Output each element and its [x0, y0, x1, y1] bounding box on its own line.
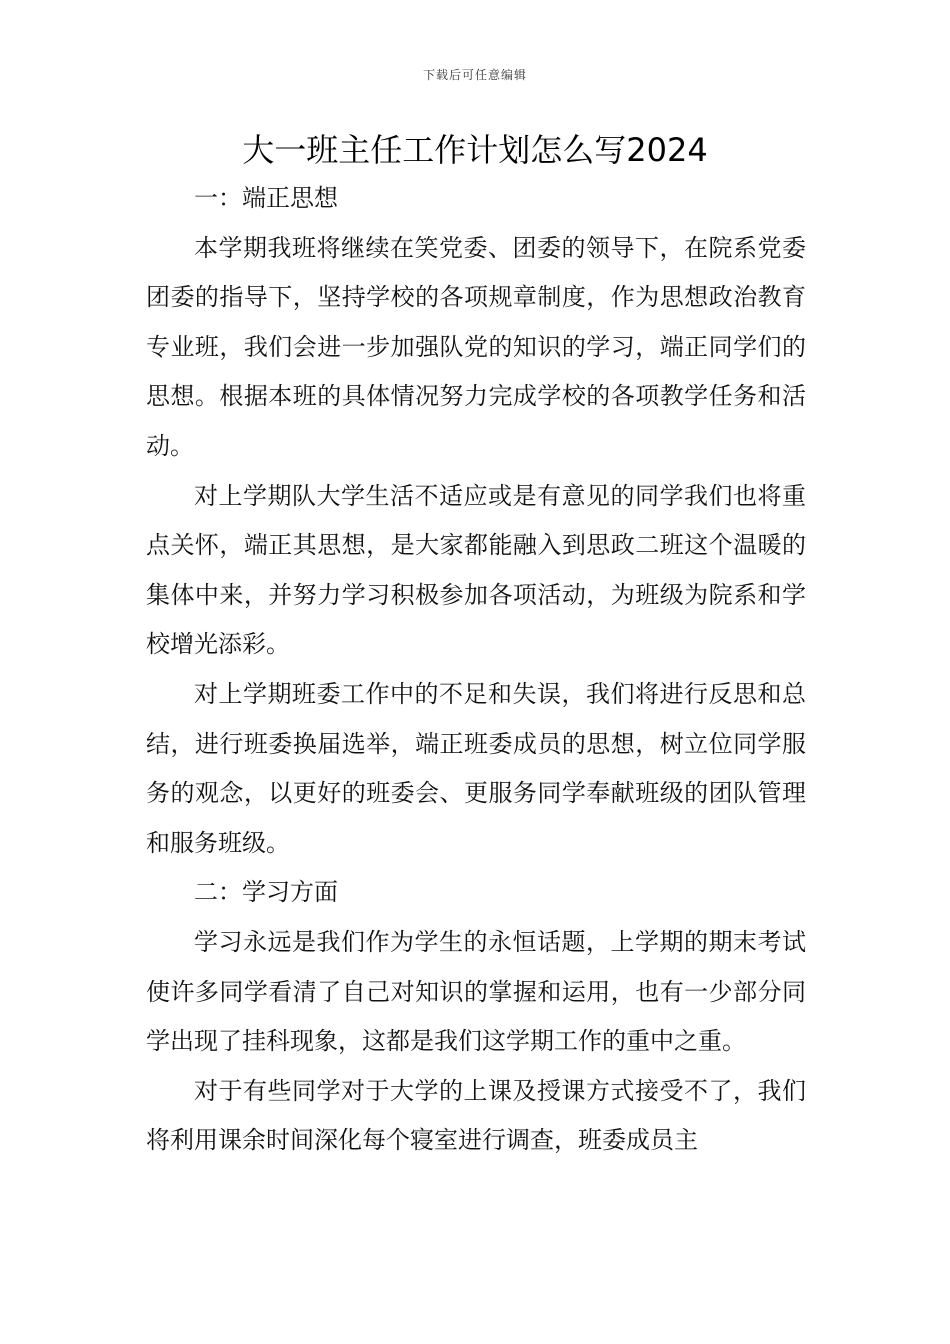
paragraph: 对于有些同学对于大学的上课及授课方式接受不了，我们将利用课余时间深化每个寝室进行调查，班委成员主 [146, 1076, 806, 1155]
section-heading-1: 一：端正思想 [194, 184, 338, 212]
paragraph: 对上学期队大学生活不适应或是有意见的同学我们也将重点关怀，端正其思想，是大家都能融入到思政二班这个温暖的集体中来，并努力学习积极参加各项活动，为班级为院系和学校增光添彩。 [146, 481, 806, 659]
section-heading-2: 二：学习方面 [194, 878, 338, 907]
paragraph: 学习永远是我们作为学生的永恒话题，上学期的期末考试使许多同学看清了自己对知识的掌握和运用，也有一少部分同学出现了挂科现象，这都是我们这学期工作的重中之重。 [146, 927, 806, 1056]
paragraph: 对上学期班委工作中的不足和失误，我们将进行反思和总结，进行班委换届选举，端正班委成员的思想，树立位同学服务的观念，以更好的班委会、更服务同学奉献班级的团队管理和服务班级。 [146, 679, 806, 857]
document-title: 大一班主任工作计划怎么写2024 [242, 131, 708, 169]
document-body [146, 174, 806, 1166]
header-note: 下载后可任意编辑 [422, 68, 527, 82]
paragraph: 本学期我班将继续在笑党委、团委的领导下，在院系党委团委的指导下，坚持学校的各项规章制度，作为思想政治教育专业班，我们会进一步加强队党的知识的学习，端正同学们的思想。根据本班的具体情况努力完成学校的各项教学任务和活动。 [146, 233, 806, 460]
